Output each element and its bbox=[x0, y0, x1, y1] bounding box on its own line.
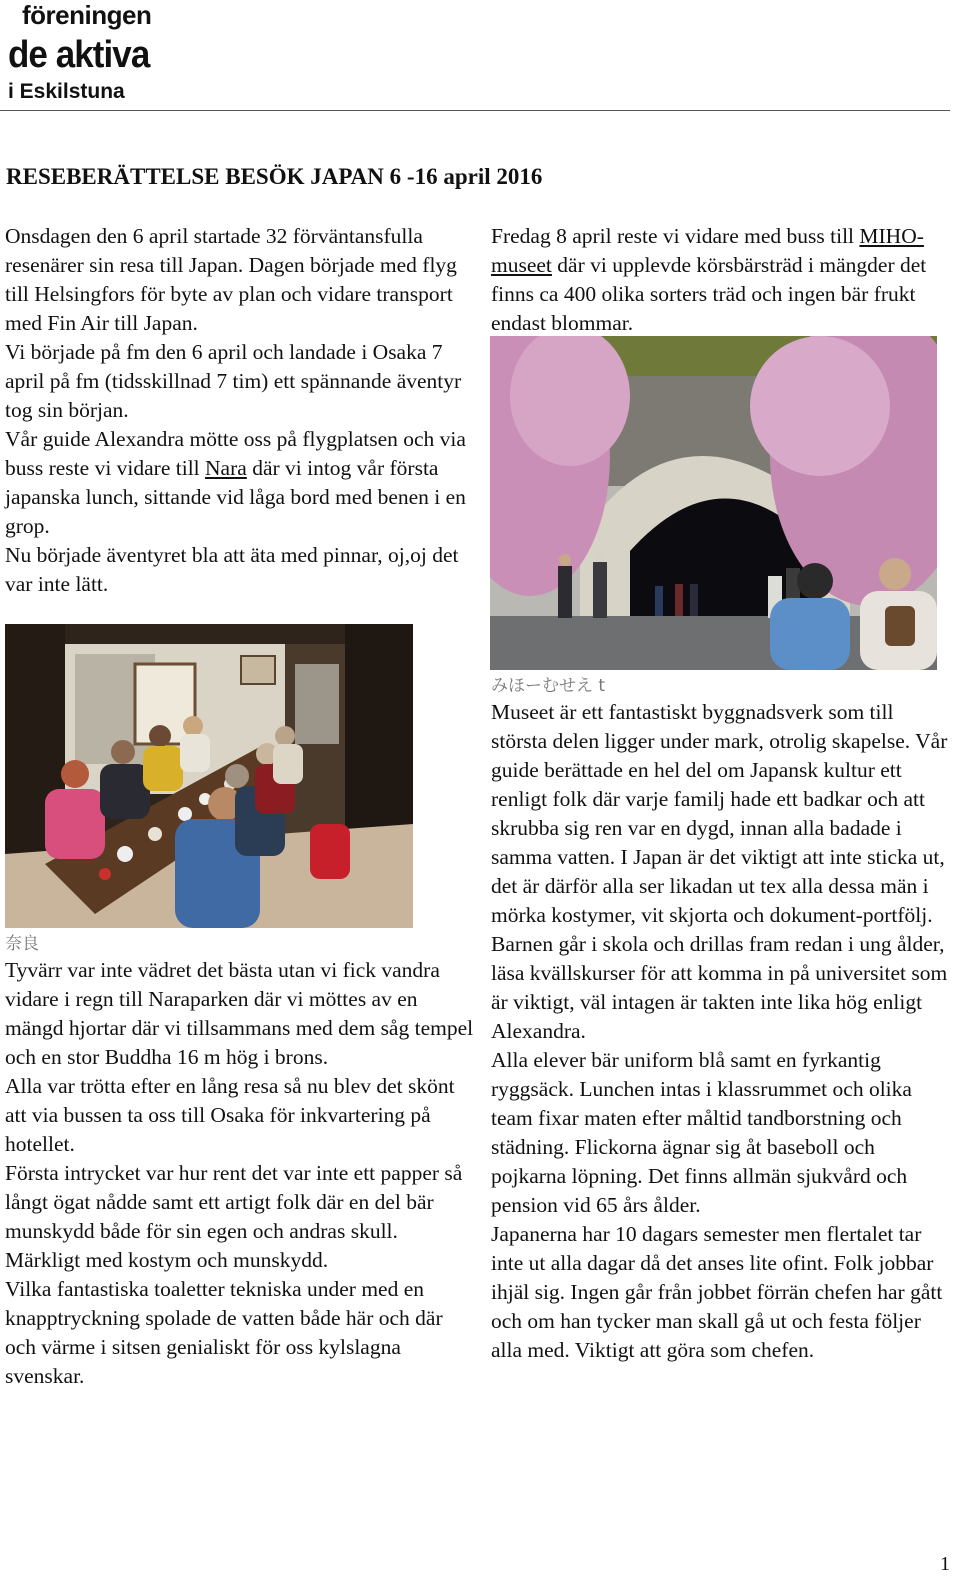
page-title: RESEBERÄTTELSE BESÖK JAPAN 6 -16 april 2016 bbox=[6, 164, 543, 189]
paragraph: Museet är ett fantastiskt byggnadsverk som till största delen ligger under mark, otrolig skapelse. Vår guide berättade en hel del om Japansk kultur ett renligt folk där varje familj hade ett badkar och att skrubba sig ren var en dygd, innan alla badade i samma vatten. I Japan är det viktigt att inte sticka ut, det är därför alla ser likadan ut tex alla dessa män i mörka kostymer, vit skjorta och dokument-portfölj. Barnen går i skola och drillas fram redan i ung ålder, läsa kvällskurser för att komma in på universitet som är viktigt, väl intagen är takten inte lika hög enligt Alexandra. bbox=[491, 700, 948, 1043]
left-column-bottom bbox=[5, 956, 475, 1391]
logo-line-3: i Eskilstuna bbox=[8, 80, 125, 103]
nara-photo-caption: 奈良 bbox=[5, 934, 39, 954]
miho-museum-link[interactable]: MIHO-museet bbox=[491, 224, 924, 277]
miho-museum-tunnel-photo bbox=[490, 336, 937, 670]
paragraph: Vilka fantastiska toaletter tekniska under med en knapptryckning spolade de vatten både här och där och värme i sitsen genialiskt för oss kylslagna svenskar. bbox=[5, 1277, 443, 1388]
page-number: 1 bbox=[940, 1553, 950, 1575]
paragraph: Nu började äventyret bla att äta med pinnar, oj,oj det var inte lätt. bbox=[5, 543, 459, 596]
nara-link[interactable]: Nara bbox=[205, 456, 247, 480]
logo-line-1: föreningen bbox=[22, 0, 152, 30]
paragraph: Alla elever bär uniform blå samt en fyrkantig ryggsäck. Lunchen intas i klassrummet och olika team fixar maten efter måltid tandborstning och städning. Flickorna ägnar sig åt baseboll och pojkarna löpning. Det finns allmän sjukvård och pension vid 65 års ålder. bbox=[491, 1048, 912, 1217]
paragraph: Alla var trötta efter en lång resa så nu blev det skönt att via bussen ta oss till Osaka för inkvartering på hotellet. bbox=[5, 1074, 455, 1156]
organization-logo bbox=[0, 0, 950, 111]
paragraph: Första intrycket var hur rent det var inte ett papper så långt ögat nådde samt ett artigt folk där en del bär munskydd både för sin egen och andras skull. Märkligt med kostym och munskydd. bbox=[5, 1161, 463, 1272]
paragraph: Vår guide Alexandra mötte oss på flygplatsen och via buss reste vi vidare till Nara där vi intog vår första japanska lunch, sittande vid låga bord med benen i en grop. bbox=[5, 427, 466, 538]
paragraph: Vi började på fm den 6 april och landade i Osaka 7 april på fm (tidsskillnad 7 tim) ett spännande äventyr tog sin början. bbox=[5, 340, 462, 422]
lunch-photo bbox=[5, 624, 413, 928]
miho-photo-caption: みほーむせえ t bbox=[491, 676, 606, 696]
left-column-top bbox=[5, 222, 475, 599]
paragraph: Japanerna har 10 dagars semester men flertalet tar inte ut alla dagar då det anses lite ofint. Folk jobbar ihjäl sig. Ingen går från jobbet förrän chefen har gått och om han tycker man skall gå ut och festa följer alla med. Viktigt att göra som chefen. bbox=[491, 1222, 943, 1362]
right-column-bottom bbox=[491, 698, 953, 1365]
paragraph: Tyvärr var inte vädret det bästa utan vi fick vandra vidare i regn till Naraparken där vi möttes av en mängd hjortar där vi tillsammans med dem såg tempel och en stor Buddha 16 m hög i brons. bbox=[5, 958, 474, 1069]
logo-line-2: de aktiva bbox=[8, 34, 150, 76]
paragraph: Fredag 8 april reste vi vidare med buss till MIHO-museet där vi upplevde körsbärsträd i mängder det finns ca 400 olika sorters träd och ingen bär frukt endast blommar. bbox=[491, 224, 927, 335]
right-column-top bbox=[491, 222, 953, 338]
paragraph: Onsdagen den 6 april startade 32 förväntansfulla resenärer sin resa till Japan. Dagen började med flyg till Helsingfors för byte av plan och vidare transport med Fin Air till Japan. bbox=[5, 224, 457, 335]
